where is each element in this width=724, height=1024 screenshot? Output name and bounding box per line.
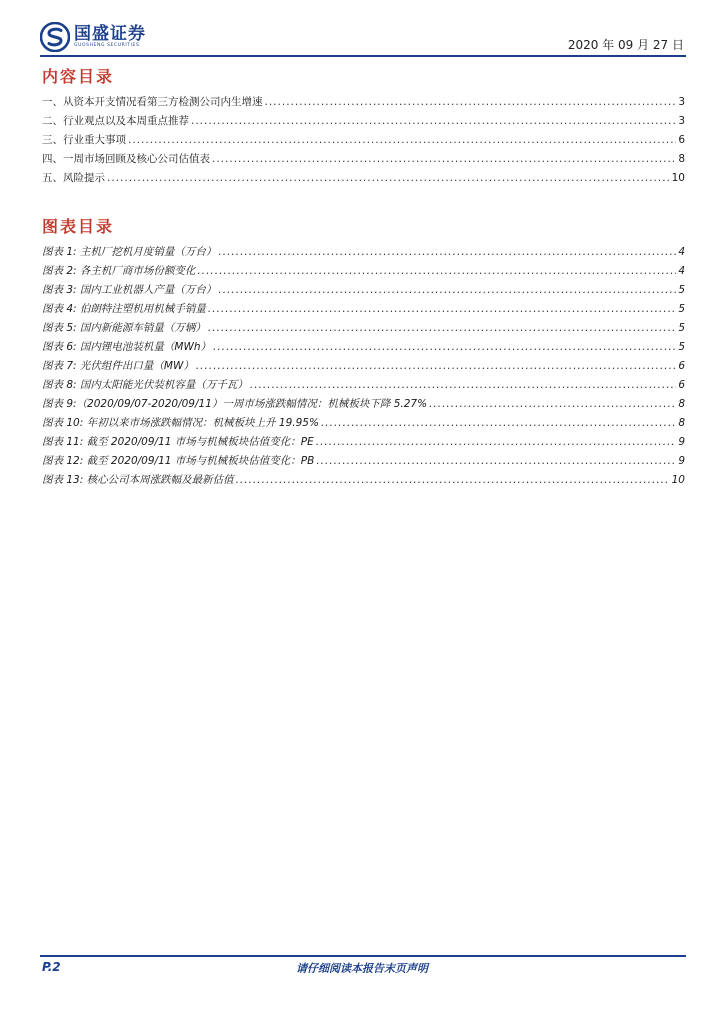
toc-entry-label: 图表 7: 光伏组件出口量（MW）	[42, 360, 194, 372]
toc-entry[interactable]	[42, 244, 685, 263]
toc-leader-dots	[429, 398, 676, 410]
toc-entry[interactable]	[42, 396, 685, 415]
toc-entry-page: 4	[678, 246, 685, 258]
toc-entry[interactable]	[42, 132, 685, 151]
toc-entry-label: 图表 12: 截至 2020/09/11 市场与机械板块估值变化：PB	[42, 455, 315, 467]
toc-entry-label: 图表 8: 国内太阳能光伏装机容量（万千瓦）	[42, 379, 248, 391]
logo-english-name: GUOSHENG SECURITIES	[74, 43, 140, 48]
toc-entry-label: 三、行业重大事项	[42, 134, 126, 146]
guosheng-logo-icon	[40, 22, 70, 52]
toc-entry-label: 图表 9:（2020/09/07-2020/09/11）一周市场涨跌幅情况：机械板块下降 5.27%	[42, 398, 428, 410]
toc-entry[interactable]	[42, 472, 685, 491]
header-divider	[40, 55, 686, 57]
toc-leader-dots	[208, 322, 676, 334]
toc-leader-dots	[316, 455, 676, 467]
toc-entry-page: 5	[678, 341, 685, 353]
toc-entry-label: 一、从资本开支情况看第三方检测公司内生增速	[42, 96, 263, 108]
toc-entry[interactable]	[42, 339, 685, 358]
toc-entry-page: 10	[671, 172, 685, 184]
page-number: P.2	[42, 960, 61, 974]
toc-leader-dots	[107, 172, 670, 184]
toc-entry[interactable]	[42, 320, 685, 339]
figures-list	[42, 244, 685, 491]
toc-entry[interactable]	[42, 151, 685, 170]
contents-title: 内容目录	[42, 67, 115, 86]
toc-entry-label: 图表 11: 截至 2020/09/11 市场与机械板块估值变化：PE	[42, 436, 314, 448]
toc-leader-dots	[218, 246, 676, 258]
toc-leader-dots	[218, 284, 676, 296]
toc-entry[interactable]	[42, 113, 685, 132]
toc-leader-dots	[208, 303, 676, 315]
toc-entry[interactable]	[42, 453, 685, 472]
contents-list	[42, 94, 685, 189]
toc-entry-page: 8	[678, 417, 685, 429]
toc-entry-label: 二、行业观点以及本周重点推荐	[42, 115, 189, 127]
toc-entry[interactable]	[42, 415, 685, 434]
report-date: 2020 年 09 月 27 日	[567, 38, 684, 52]
toc-entry-page: 6	[678, 379, 685, 391]
toc-entry-page: 6	[678, 134, 685, 146]
toc-leader-dots	[213, 341, 676, 353]
toc-entry-page: 9	[678, 436, 685, 448]
toc-entry[interactable]	[42, 94, 685, 113]
disclaimer-note: 请仔细阅读本报告末页声明	[296, 962, 428, 975]
toc-entry[interactable]	[42, 282, 685, 301]
toc-entry-page: 9	[678, 455, 685, 467]
toc-entry-page: 4	[678, 265, 685, 277]
toc-entry-page: 5	[678, 322, 685, 334]
toc-entry-label: 图表 4: 伯朗特注塑机用机械手销量	[42, 303, 206, 315]
toc-entry-label: 五、风险提示	[42, 172, 105, 184]
toc-entry[interactable]	[42, 377, 685, 396]
toc-leader-dots	[321, 417, 676, 429]
toc-leader-dots	[250, 379, 676, 391]
toc-entry-label: 四、一周市场回顾及核心公司估值表	[42, 153, 210, 165]
toc-entry-page: 8	[678, 398, 685, 410]
toc-entry-page: 10	[671, 474, 685, 486]
toc-entry[interactable]	[42, 263, 685, 282]
toc-leader-dots	[191, 115, 676, 127]
company-logo	[40, 22, 146, 52]
toc-entry-label: 图表 5: 国内新能源车销量（万辆）	[42, 322, 206, 334]
page-header	[40, 22, 686, 56]
toc-entry-page: 5	[678, 303, 685, 315]
toc-leader-dots	[236, 474, 670, 486]
toc-entry-page: 3	[678, 96, 685, 108]
footer-divider	[40, 955, 686, 957]
toc-entry-label: 图表 13: 核心公司本周涨跌幅及最新估值	[42, 474, 234, 486]
toc-entry-page: 8	[678, 153, 685, 165]
toc-entry-label: 图表 2: 各主机厂商市场份额变化	[42, 265, 196, 277]
toc-entry[interactable]	[42, 358, 685, 377]
toc-entry-page: 3	[678, 115, 685, 127]
toc-entry-page: 5	[678, 284, 685, 296]
toc-leader-dots	[212, 153, 676, 165]
toc-entry-page: 6	[678, 360, 685, 372]
toc-entry[interactable]	[42, 170, 685, 189]
toc-entry[interactable]	[42, 301, 685, 320]
toc-leader-dots	[128, 134, 676, 146]
toc-entry-label: 图表 10: 年初以来市场涨跌幅情况：机械板块上升 19.95%	[42, 417, 319, 429]
toc-entry-label: 图表 3: 国内工业机器人产量（万台）	[42, 284, 217, 296]
toc-leader-dots	[265, 96, 677, 108]
logo-chinese-name: 国盛证券	[74, 24, 146, 44]
toc-leader-dots	[197, 265, 676, 277]
toc-leader-dots	[196, 360, 676, 372]
toc-leader-dots	[316, 436, 677, 448]
toc-entry[interactable]	[42, 434, 685, 453]
toc-entry-label: 图表 6: 国内锂电池装机量（MWh）	[42, 341, 211, 353]
toc-entry-label: 图表 1: 主机厂挖机月度销量（万台）	[42, 246, 217, 258]
figures-title: 图表目录	[42, 217, 115, 236]
